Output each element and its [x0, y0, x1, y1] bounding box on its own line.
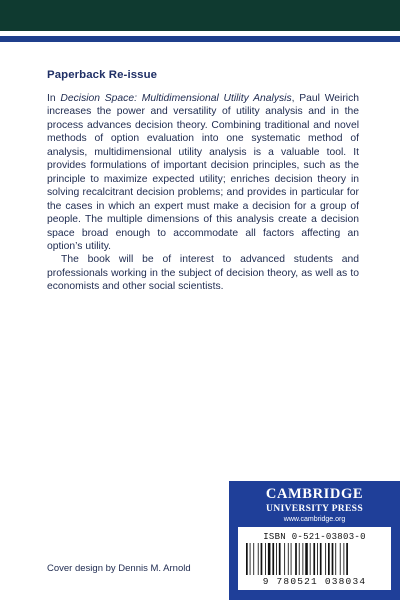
reissue-heading: Paperback Re-issue	[47, 69, 158, 81]
blurb-text	[47, 92, 359, 294]
top-color-band	[0, 0, 400, 31]
blurb-paragraph-1	[47, 92, 359, 253]
blurb-paragraph-2: The book will be of interest to advanced students and professionals working in the subject of decision theory, as well as to economists and other social scientists.	[47, 254, 359, 293]
publisher-name: CAMBRIDGE	[265, 486, 364, 502]
book-title: Decision Space: Multidimensional Utility Analysis	[60, 93, 292, 104]
isbn-label: ISBN 0-521-03803-0	[263, 532, 366, 542]
publisher-subtitle: UNIVERSITY PRESS	[266, 503, 363, 514]
barcode-icon	[246, 543, 383, 575]
blurb-prefix: In	[47, 93, 61, 104]
header-rule	[0, 36, 400, 42]
cover-design-credit: Cover design by Dennis M. Arnold	[47, 563, 191, 574]
blurb-body: , Paul Weirich increases the power and versatility of utility analysis and in the process advances decision theory. Combining traditional and novel methods of option evaluation into one systematic method of analysis, multidimensional utility analysis is a valuable tool. It provides formulations of important decision principles, such as the principle to maximize expected utility; enriches decision theory in solving recalcitrant decision problems; and provides in particular for the cases in which an expert must make a decision for a group of people. The multiple dimensions of this analysis create a decision space broad enough to accommodate all factors affecting an option’s utility.	[47, 93, 359, 252]
barcode-panel	[238, 527, 391, 590]
publisher-url: www.cambridge.org	[283, 516, 346, 523]
barcode-number: 9 780521 038034	[262, 576, 367, 587]
